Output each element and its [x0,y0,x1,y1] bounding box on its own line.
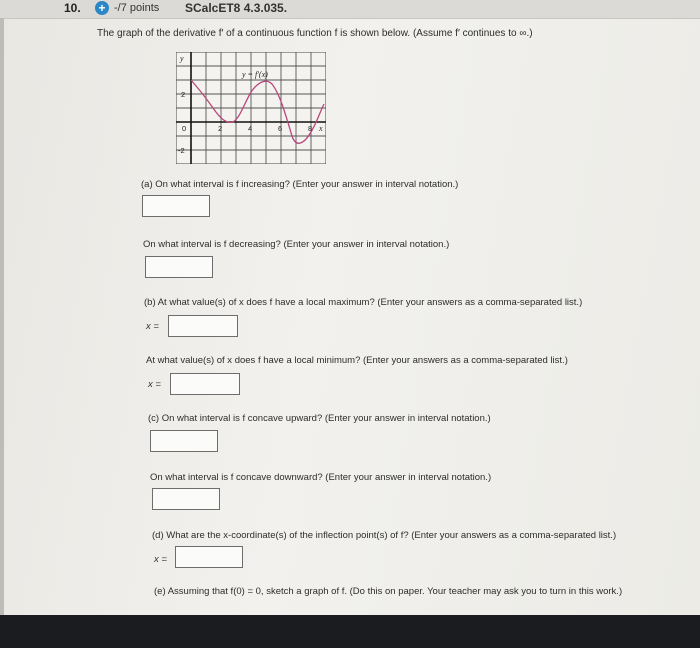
tick-label-yneg2: -2 [178,146,185,155]
question-a-increasing: (a) On what interval is f increasing? (Enter your answer in interval notation.) [141,179,459,190]
curve-label: y = f′(x) [242,70,268,79]
question-c-concave-down: On what interval is f concave downward? (Enter your answer in interval notation.) [150,472,492,483]
concave-up-input[interactable] [150,430,218,452]
tick-label-x8: 8 [308,124,313,133]
question-a-decreasing: On what interval is f decreasing? (Enter your answer in interval notation.) [143,239,450,250]
x-equals-label: x = [154,554,167,565]
question-b-local-max: (b) At what value(s) of x does f have a local maximum? (Enter your answers as a comma-separated list.) [144,297,583,308]
tick-label-x2: 2 [218,124,223,133]
tick-label-origin: 0 [182,124,187,133]
x-equals-label: x = [146,321,159,332]
question-c-concave-up: (c) On what interval is f concave upward? (Enter your answer in interval notation.) [148,413,491,424]
graph-svg [176,52,326,164]
y-axis-label: y [180,54,184,63]
question-b-local-min: At what value(s) of x does f have a local minimum? (Enter your answers as a comma-separated list.) [146,355,568,366]
derivative-graph [176,52,326,164]
x-axis-label: x [319,124,323,133]
monitor-bezel [0,615,700,648]
tick-label-x4: 4 [248,124,253,133]
question-number: 10. [64,1,81,15]
x-equals-label: x = [148,379,161,390]
plus-icon[interactable]: + [95,1,109,15]
local-max-input[interactable] [168,315,238,337]
decreasing-interval-input[interactable] [145,256,213,278]
intro-text: The graph of the derivative f′ of a continuous function f is shown below. (Assume f′ continues to ∞.) [97,28,533,39]
tick-label-x6: 6 [278,124,283,133]
question-d-inflection: (d) What are the x-coordinate(s) of the inflection point(s) of f? (Enter your answers as a comma-separated list.) [152,530,617,541]
question-e-sketch: (e) Assuming that f(0) = 0, sketch a graph of f. (Do this on paper. Your teacher may ask you to turn in this work.) [154,586,623,597]
problem-code: SCalcET8 4.3.035. [185,1,288,15]
inflection-input[interactable] [175,546,243,568]
increasing-interval-input[interactable] [142,195,210,217]
left-edge [0,18,4,615]
local-min-input[interactable] [170,373,240,395]
tick-label-y2: 2 [181,90,186,99]
points-label: -/7 points [114,2,160,14]
question-header [0,0,700,19]
concave-down-input[interactable] [152,488,220,510]
